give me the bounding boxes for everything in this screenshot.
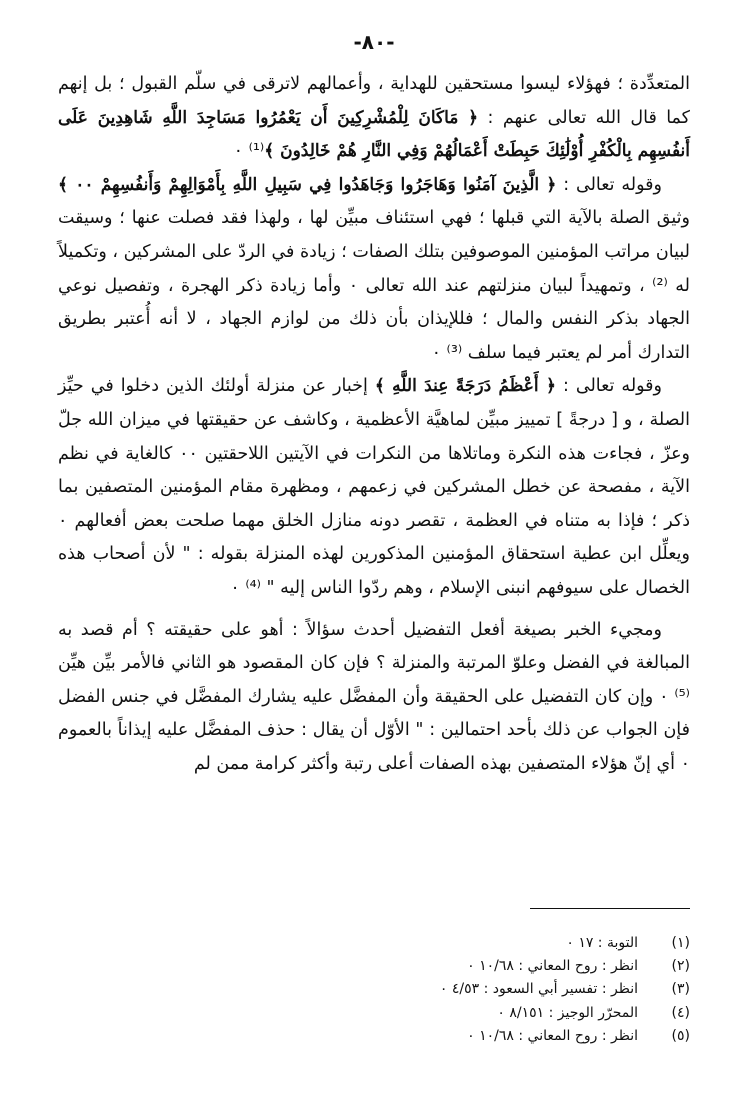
footnote-text: انظر : روح المعاني : ١٠/٦٨ ٠ <box>467 958 638 975</box>
footnote-text: المحرّر الوجيز : ٨/١٥١ ٠ <box>497 1004 638 1021</box>
paragraph <box>58 68 690 169</box>
text-segment: ⁽¹⁾ ٠ <box>233 141 265 162</box>
quran-verse: ﴿ أَعْظَمُ دَرَجَةً عِندَ اللَّهِ ﴾ <box>374 376 556 397</box>
footnotes <box>60 932 690 1048</box>
footnote-number: (١) <box>671 935 690 951</box>
text-segment: وقوله تعالى : <box>555 376 663 397</box>
footnote-number: (٤) <box>671 1004 690 1021</box>
text-segment: ومجيء الخبر بصيغة أفعل التفضيل أحدث سؤالاً : أهو على حقيقته ؟ أم قصد به المبالغة في الفضل وعلوّ المرتبة والمنزلة ؟ فإن كان المقصود هو الثاني فالأمر بيِّن هيِّن ⁽⁵⁾ ٠ وإن كان التفضيل على الحقيقة وأن المفضَّل عليه يشارك المفضَّل في جنس الفضل فإن الجواب عن ذلك بأحد احتمالين : " الأوّل أن يقال : حذف المفضَّل عليه إيذاناً بالعموم ٠ أي إنّ هؤلاء المتصفين بهذه الصفات أعلى رتبة وأكثر كرامة ممن لم <box>58 619 690 774</box>
footnote-text: التوبة : ١٧ ٠ <box>566 935 638 951</box>
footnote-text: انظر : روح المعاني : ١٠/٦٨ ٠ <box>467 1027 638 1044</box>
quran-verse: ﴿ مَاكَانَ لِلْمُشْرِكِينَ أَن يَعْمُرُوا مَسَاجِدَ اللَّهِ شَاهِدِينَ عَلَى أَنفُسِهِم بِالْكُفْرِ أُوْلَٰئِكَ حَبِطَتْ أَعْمَالُهُمْ وَفِي النَّارِ هُمْ خَالِدُونَ ﴾ <box>58 107 690 162</box>
footnote-divider <box>530 908 690 909</box>
main-text <box>58 68 690 781</box>
text-segment: المتعدِّدة ؛ فهؤلاء ليسوا مستحقين للهداية ، وأعمالهم لاترقى في سلّم القبول ؛ بل إنهم كما قال الله تعالى عنهم : <box>58 74 690 128</box>
text-segment: إخبار عن منزلة أولئك الذين دخلوا في حيِّز الصلة ، و [ درجةً ] تمييز مبيِّن لماهيَّة الأعظمية ، وكاشف عن حقيقتها في ميزان الله جلّ وعزّ ، فجاءت هذه النكرة وماتلاها من النكرات في الآيتين اللاحقتين ٠٠ كالغاية في نظم الآية ، مفصحة عن خطل المشركين في زعمهم ، ومظهرة مقام المؤمنين المتصفين بما ذكر ؛ فإذا به متناه في العظمة ، تقصر دونه منازل الخلق مهما صلحت بعض أفعالهم ٠ ويعلِّل ابن عطية استحقاق المؤمنين المذكورين لهذه المنزلة بقوله : " لأن أصحاب هذه الخصال على سيوفهم انبنى الإسلام ، وهم ردّوا الناس إليه " ⁽⁴⁾ ٠ <box>58 376 690 598</box>
paragraph <box>58 370 690 605</box>
page-number: -٨٠- <box>353 30 395 54</box>
text-segment: وقوله تعالى : <box>556 174 662 195</box>
paragraph <box>58 169 690 371</box>
footnote-number: (٢) <box>671 958 690 975</box>
text-segment: وثيق الصلة بالآية التي قبلها ؛ فهي استئناف مبيِّن لها ، ولهذا فقد فصلت عنها ؛ وسيقت لبيان مراتب المؤمنين الموصوفين بتلك الصفات ؛ زيادة في الردّ على المشركين ، وتكميلاً له ⁽²⁾ ، وتمهيداً لبيان منزلتهم عند الله تعالى ٠ وأما زيادة ذكر الهجرة ، وتفصيل نوعي الجهاد بذكر النفس والمال ؛ فللإيذان بأن ذلك من لوازم الجهاد ، لا أنه أُعتبر بطريق التدارك أمر لم يعتبر فيما سلف ⁽³⁾ ٠ <box>58 208 690 363</box>
footnote <box>60 978 690 1001</box>
paragraph <box>58 614 690 782</box>
quran-verse: ﴿ الَّذِينَ آمَنُوا وَهَاجَرُوا وَجَاهَدُوا فِي سَبِيلِ اللَّهِ بِأَمْوَالِهِمْ وَأَنفُسِهِمْ ٠٠ ﴾ <box>58 174 557 195</box>
footnote-number: (٣) <box>671 981 690 998</box>
footnote <box>60 1002 690 1025</box>
footnote <box>60 932 690 955</box>
footnote <box>60 955 690 978</box>
footnote <box>60 1025 690 1048</box>
footnote-number: (٥) <box>671 1027 690 1044</box>
footnote-text: انظر : تفسير أبي السعود : ٤/٥٣ ٠ <box>439 981 638 998</box>
